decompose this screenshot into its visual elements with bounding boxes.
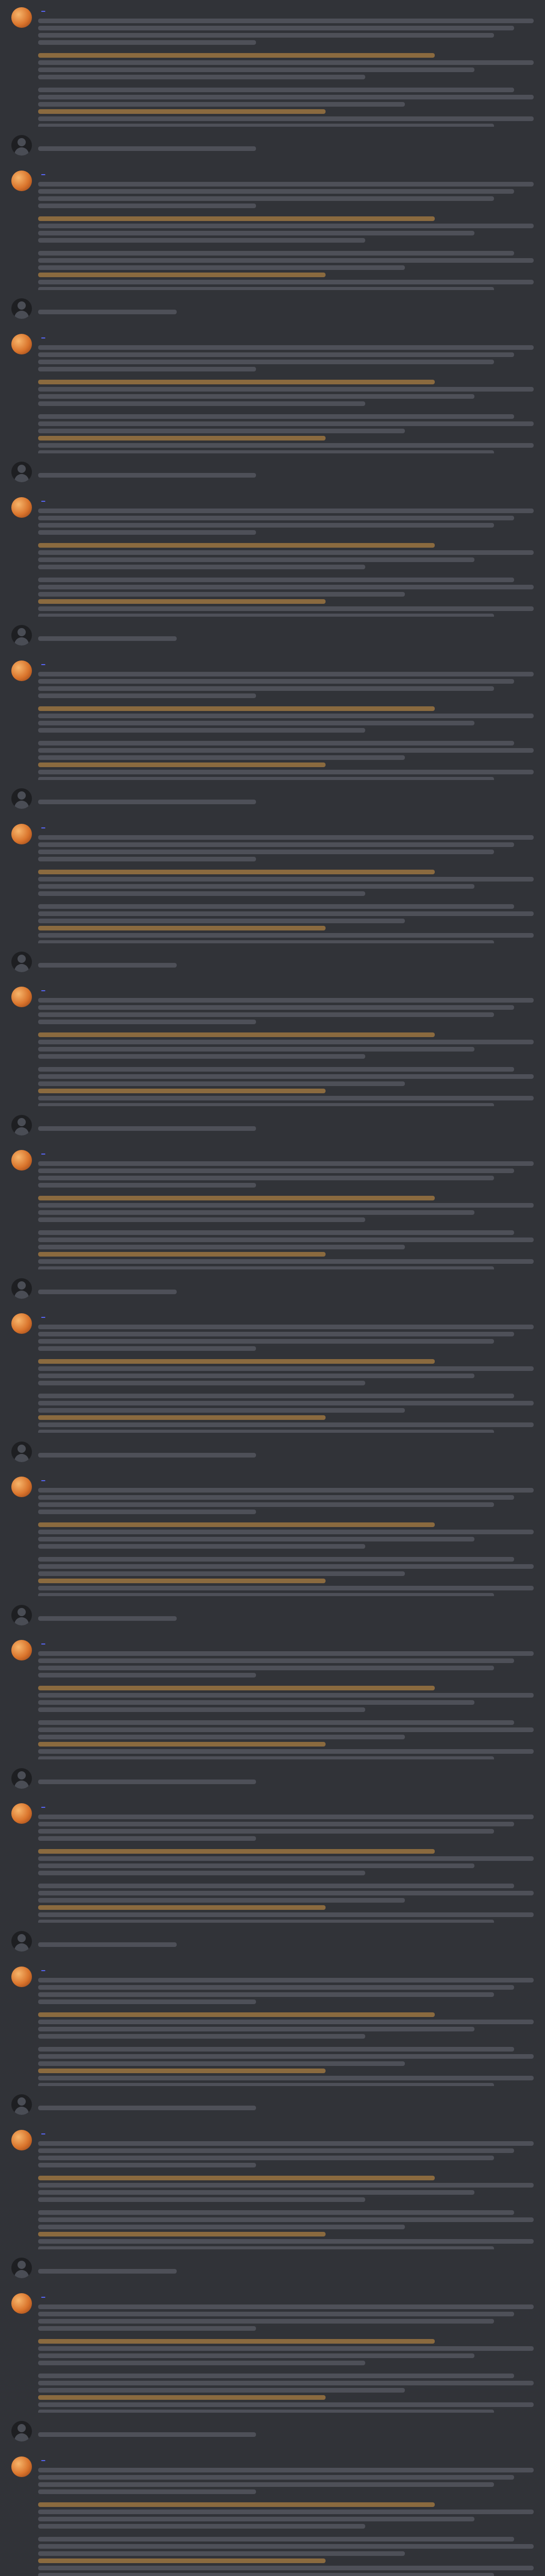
user-silhouette-icon[interactable] bbox=[11, 1115, 32, 1136]
message-header bbox=[38, 1442, 534, 1450]
bot-avatar-icon[interactable] bbox=[11, 2456, 32, 2477]
message-content bbox=[38, 2421, 534, 2437]
message-content bbox=[38, 1477, 534, 1596]
message-text-placeholder bbox=[38, 2141, 534, 2249]
bot-avatar-icon[interactable] bbox=[11, 334, 32, 354]
message-header bbox=[38, 2421, 534, 2429]
message-header bbox=[38, 788, 534, 796]
user-silhouette-icon[interactable] bbox=[11, 952, 32, 972]
message-text-placeholder bbox=[38, 2304, 534, 2413]
message-header bbox=[38, 135, 534, 143]
message-content bbox=[38, 2130, 534, 2249]
user-message bbox=[7, 1275, 538, 1305]
message-text-placeholder bbox=[38, 146, 534, 151]
bot-badge bbox=[41, 1317, 45, 1318]
bot-message bbox=[7, 2127, 538, 2249]
message-content bbox=[38, 660, 534, 780]
user-silhouette-icon[interactable] bbox=[11, 788, 32, 809]
message-header bbox=[38, 952, 534, 960]
message-content bbox=[38, 1931, 534, 1947]
message-text-placeholder bbox=[38, 1126, 534, 1131]
message-content bbox=[38, 1768, 534, 1784]
message-header bbox=[38, 1931, 534, 1939]
user-message bbox=[7, 1928, 538, 1958]
bot-badge bbox=[41, 664, 45, 665]
message-text-placeholder bbox=[38, 1161, 534, 1269]
message-content bbox=[38, 334, 534, 453]
message-header bbox=[38, 1967, 534, 1975]
bot-badge bbox=[41, 2460, 45, 2461]
bot-badge bbox=[41, 827, 45, 828]
bot-avatar-icon[interactable] bbox=[11, 1967, 32, 1987]
user-message bbox=[7, 2091, 538, 2121]
bot-badge bbox=[41, 2297, 45, 2298]
message-text-placeholder bbox=[38, 509, 534, 617]
message-text-placeholder bbox=[38, 1978, 534, 2086]
user-silhouette-icon[interactable] bbox=[11, 1605, 32, 1625]
bot-avatar-icon[interactable] bbox=[11, 987, 32, 1007]
bot-message bbox=[7, 821, 538, 943]
user-message bbox=[7, 1765, 538, 1795]
user-message bbox=[7, 1438, 538, 1468]
user-message bbox=[7, 2255, 538, 2284]
message-header bbox=[38, 462, 534, 470]
message-content bbox=[38, 788, 534, 804]
message-header bbox=[38, 334, 534, 342]
message-text-placeholder bbox=[38, 310, 534, 314]
bot-avatar-icon[interactable] bbox=[11, 2293, 32, 2314]
message-content bbox=[38, 171, 534, 290]
message-content bbox=[38, 2258, 534, 2274]
message-content bbox=[38, 1115, 534, 1131]
message-text-placeholder bbox=[38, 963, 534, 968]
message-text-placeholder bbox=[38, 345, 534, 453]
message-header bbox=[38, 2258, 534, 2266]
message-text-placeholder bbox=[38, 1290, 534, 1294]
message-text-placeholder bbox=[38, 636, 534, 641]
message-text-placeholder bbox=[38, 835, 534, 943]
bot-message bbox=[7, 2290, 538, 2413]
bot-badge bbox=[41, 1154, 45, 1155]
user-silhouette-icon[interactable] bbox=[11, 2421, 32, 2442]
message-content bbox=[38, 1442, 534, 1458]
message-header bbox=[38, 298, 534, 307]
message-text-placeholder bbox=[38, 800, 534, 804]
bot-avatar-icon[interactable] bbox=[11, 2130, 32, 2150]
message-content bbox=[38, 7, 534, 127]
message-content bbox=[38, 1967, 534, 2086]
message-content bbox=[38, 2293, 534, 2413]
message-header bbox=[38, 625, 534, 633]
bot-avatar-icon[interactable] bbox=[11, 824, 32, 844]
bot-message bbox=[7, 167, 538, 290]
message-content bbox=[38, 952, 534, 968]
message-header bbox=[38, 1278, 534, 1286]
message-text-placeholder bbox=[38, 2432, 534, 2437]
message-text-placeholder bbox=[38, 672, 534, 780]
message-content bbox=[38, 987, 534, 1106]
message-header bbox=[38, 1115, 534, 1123]
message-text-placeholder bbox=[38, 19, 534, 127]
bot-badge bbox=[41, 1807, 45, 1808]
bot-message bbox=[7, 1147, 538, 1269]
user-silhouette-icon[interactable] bbox=[11, 625, 32, 646]
user-silhouette-icon[interactable] bbox=[11, 462, 32, 482]
bot-message bbox=[7, 1963, 538, 2086]
bot-message bbox=[7, 4, 538, 127]
user-silhouette-icon[interactable] bbox=[11, 1931, 32, 1952]
bot-avatar-icon[interactable] bbox=[11, 1640, 32, 1660]
bot-badge bbox=[41, 1643, 45, 1645]
message-text-placeholder bbox=[38, 1651, 534, 1759]
message-text-placeholder bbox=[38, 1780, 534, 1784]
user-message bbox=[7, 785, 538, 815]
bot-badge bbox=[41, 501, 45, 502]
message-header bbox=[38, 824, 534, 832]
bot-message bbox=[7, 657, 538, 780]
message-header bbox=[38, 1313, 534, 1321]
message-header bbox=[38, 1605, 534, 1613]
bot-message bbox=[7, 1473, 538, 1596]
message-content bbox=[38, 1803, 534, 1923]
message-text-placeholder bbox=[38, 1453, 534, 1458]
message-text-placeholder bbox=[38, 1815, 534, 1923]
message-content bbox=[38, 1640, 534, 1759]
bot-avatar-icon[interactable] bbox=[11, 1313, 32, 1334]
bot-message bbox=[7, 494, 538, 617]
bot-message bbox=[7, 1800, 538, 1923]
user-message bbox=[7, 459, 538, 488]
user-silhouette-icon[interactable] bbox=[11, 1278, 32, 1299]
bot-avatar-icon[interactable] bbox=[11, 1477, 32, 1497]
bot-badge bbox=[41, 11, 45, 12]
user-message bbox=[7, 2418, 538, 2448]
bot-message bbox=[7, 984, 538, 1106]
message-text-placeholder bbox=[38, 1325, 534, 1433]
bot-badge bbox=[41, 990, 45, 991]
user-silhouette-icon[interactable] bbox=[11, 1768, 32, 1789]
user-message bbox=[7, 132, 538, 162]
message-header bbox=[38, 497, 534, 505]
bot-avatar-icon[interactable] bbox=[11, 7, 32, 28]
message-text-placeholder bbox=[38, 998, 534, 1106]
user-silhouette-icon[interactable] bbox=[11, 1442, 32, 1462]
message-header bbox=[38, 1640, 534, 1648]
message-content bbox=[38, 625, 534, 641]
user-message bbox=[7, 1112, 538, 1142]
message-header bbox=[38, 987, 534, 995]
bot-avatar-icon[interactable] bbox=[11, 497, 32, 518]
user-message bbox=[7, 948, 538, 978]
user-silhouette-icon[interactable] bbox=[11, 2258, 32, 2278]
message-text-placeholder bbox=[38, 2106, 534, 2110]
bot-avatar-icon[interactable] bbox=[11, 660, 32, 681]
message-header bbox=[38, 171, 534, 179]
message-header bbox=[38, 7, 534, 15]
message-content bbox=[38, 135, 534, 151]
message-header bbox=[38, 1803, 534, 1811]
user-silhouette-icon[interactable] bbox=[11, 298, 32, 319]
bot-badge bbox=[41, 2133, 45, 2134]
bot-message bbox=[7, 331, 538, 453]
message-content bbox=[38, 2094, 534, 2110]
message-content bbox=[38, 1150, 534, 1269]
message-text-placeholder bbox=[38, 2468, 534, 2576]
message-header bbox=[38, 660, 534, 669]
message-text-placeholder bbox=[38, 182, 534, 290]
message-content bbox=[38, 497, 534, 617]
message-text-placeholder bbox=[38, 2269, 534, 2274]
user-message bbox=[7, 1602, 538, 1632]
bot-message bbox=[7, 1310, 538, 1433]
user-message bbox=[7, 295, 538, 325]
message-content bbox=[38, 2456, 534, 2576]
message-content bbox=[38, 824, 534, 943]
bot-message bbox=[7, 2453, 538, 2576]
bot-badge bbox=[41, 337, 45, 338]
message-content bbox=[38, 462, 534, 478]
bot-avatar-icon[interactable] bbox=[11, 1150, 32, 1171]
message-content bbox=[38, 1278, 534, 1294]
bot-avatar-icon[interactable] bbox=[11, 171, 32, 191]
message-content bbox=[38, 298, 534, 314]
message-header bbox=[38, 2130, 534, 2138]
bot-message bbox=[7, 1637, 538, 1759]
bot-avatar-icon[interactable] bbox=[11, 1803, 32, 1824]
message-header bbox=[38, 1768, 534, 1776]
message-header bbox=[38, 2094, 534, 2103]
message-header bbox=[38, 1477, 534, 1485]
message-text-placeholder bbox=[38, 1616, 534, 1621]
bot-badge bbox=[41, 1970, 45, 1971]
bot-badge bbox=[41, 174, 45, 175]
message-content bbox=[38, 1313, 534, 1433]
message-header bbox=[38, 2293, 534, 2301]
message-content bbox=[38, 1605, 534, 1621]
user-message bbox=[7, 622, 538, 652]
message-text-placeholder bbox=[38, 1942, 534, 1947]
bot-badge bbox=[41, 1480, 45, 1481]
user-silhouette-icon[interactable] bbox=[11, 135, 32, 156]
message-text-placeholder bbox=[38, 473, 534, 478]
message-header bbox=[38, 2456, 534, 2465]
user-silhouette-icon[interactable] bbox=[11, 2094, 32, 2115]
message-text-placeholder bbox=[38, 1488, 534, 1596]
message-header bbox=[38, 1150, 534, 1158]
